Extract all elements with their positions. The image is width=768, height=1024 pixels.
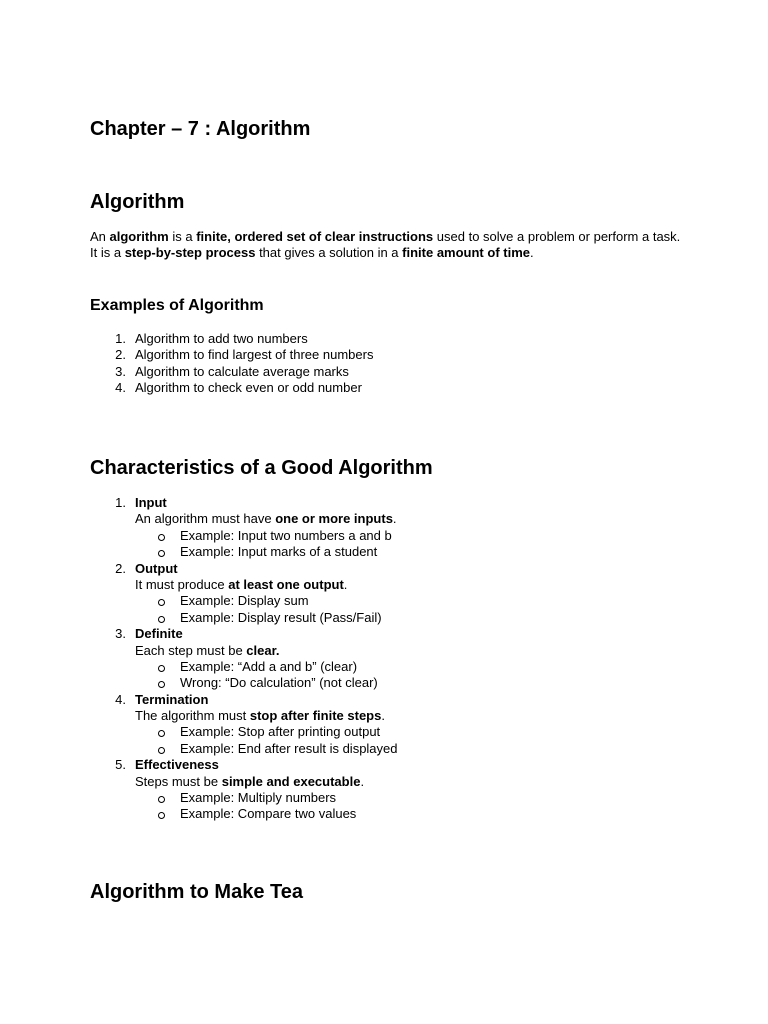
list-number: 4. (115, 380, 126, 396)
sub-list-item (90, 544, 397, 560)
sub-item-text: Wrong: “Do calculation” (not clear) (180, 675, 378, 691)
list-item-text: Algorithm to check even or odd number (135, 380, 362, 396)
text: Steps must be (135, 773, 222, 789)
text: that gives a solution in a (255, 245, 403, 261)
list-number: 3. (115, 626, 126, 642)
characteristics-list (90, 495, 397, 823)
characteristic-description (90, 577, 397, 593)
text: An algorithm must have (135, 511, 276, 527)
characteristic-item (90, 692, 397, 708)
list-number: 4. (115, 691, 126, 707)
characteristic-item (90, 626, 397, 642)
circle-bullet-icon (158, 616, 165, 623)
characteristic-description (90, 774, 397, 790)
characteristic-title: Output (135, 560, 178, 576)
text: An (90, 229, 110, 244)
sub-list-item (90, 741, 397, 757)
process-paragraph (90, 245, 690, 261)
circle-bullet-icon (158, 599, 165, 606)
circle-bullet-icon (158, 812, 165, 819)
sub-item-text: Example: End after result is displayed (180, 740, 398, 756)
sub-item-text: Example: Multiply numbers (180, 790, 337, 806)
list-number: 1. (115, 495, 126, 510)
characteristic-title: Input (135, 495, 167, 510)
sub-item-text: Example: “Add a and b” (clear) (180, 658, 358, 674)
characteristic-title: Definite (135, 626, 183, 642)
circle-bullet-icon (158, 665, 165, 672)
list-number: 5. (115, 757, 126, 773)
examples-heading: Examples of Algorithm (90, 297, 264, 314)
circle-bullet-icon (158, 730, 165, 737)
sub-item-text: Example: Display result (Pass/Fail) (180, 609, 382, 625)
characteristic-description (90, 511, 397, 527)
circle-bullet-icon (158, 534, 165, 541)
text: . (392, 511, 397, 527)
sub-item-text: Example: Stop after printing output (180, 724, 381, 740)
bold-text: at least one output (228, 576, 344, 592)
text: Each step must be (135, 642, 247, 658)
characteristics-heading: Characteristics of a Good Algorithm (90, 457, 433, 479)
list-number: 3. (115, 363, 126, 379)
circle-bullet-icon (158, 681, 165, 688)
sub-list-item (90, 675, 397, 691)
circle-bullet-icon (158, 747, 165, 754)
list-number: 2. (115, 347, 126, 363)
make-tea-heading: Algorithm to Make Tea (90, 881, 303, 903)
sub-item-text: Example: Compare two values (180, 806, 357, 822)
bold-text: clear. (246, 642, 280, 658)
sub-list-item (90, 724, 397, 740)
list-item-text: Algorithm to add two numbers (135, 331, 308, 346)
text: The algorithm must (135, 708, 250, 724)
sub-list-item (90, 610, 397, 626)
algorithm-definition (90, 229, 690, 262)
characteristic-item (90, 757, 397, 773)
bold-text: one or more inputs (275, 511, 393, 527)
sub-list-item (90, 806, 397, 822)
circle-bullet-icon (158, 796, 165, 803)
sub-list-item (90, 528, 397, 544)
characteristic-item (90, 495, 397, 511)
characteristic-item (90, 561, 397, 577)
characteristic-description (90, 643, 397, 659)
circle-bullet-icon (158, 550, 165, 557)
sub-list-item (90, 790, 397, 806)
bold-text: simple and executable (221, 773, 361, 789)
list-number: 2. (115, 560, 126, 576)
list-number: 1. (115, 331, 126, 346)
characteristic-title: Effectiveness (135, 757, 219, 773)
bold-text: finite, ordered set of clear instructions (196, 229, 434, 244)
bold-text: step-by-step process (124, 245, 256, 261)
text: It must produce (135, 576, 229, 592)
text: . (530, 245, 534, 261)
sub-list-item (90, 659, 397, 675)
bold-text: finite amount of time (402, 245, 530, 261)
sub-list-item (90, 593, 397, 609)
text: is a (168, 229, 197, 244)
sub-item-text: Example: Display sum (180, 593, 309, 609)
list-item-text: Algorithm to find largest of three numbers (135, 347, 374, 363)
text: . (360, 773, 365, 789)
list-item-text: Algorithm to calculate average marks (135, 363, 349, 379)
bold-text: stop after finite steps (249, 708, 382, 724)
definition-paragraph (90, 229, 690, 245)
text: . (343, 576, 348, 592)
sub-item-text: Example: Input marks of a student (180, 544, 378, 560)
chapter-title: Chapter – 7 : Algorithm (90, 118, 311, 140)
text: used to solve a problem or perform a task. (433, 229, 681, 244)
sub-item-text: Example: Input two numbers a and b (180, 527, 392, 543)
algorithm-heading: Algorithm (90, 191, 185, 213)
characteristic-description (90, 708, 397, 724)
bold-text: algorithm (109, 229, 169, 244)
characteristic-title: Termination (135, 691, 209, 707)
text: It is a (90, 245, 125, 261)
text: . (381, 708, 385, 724)
